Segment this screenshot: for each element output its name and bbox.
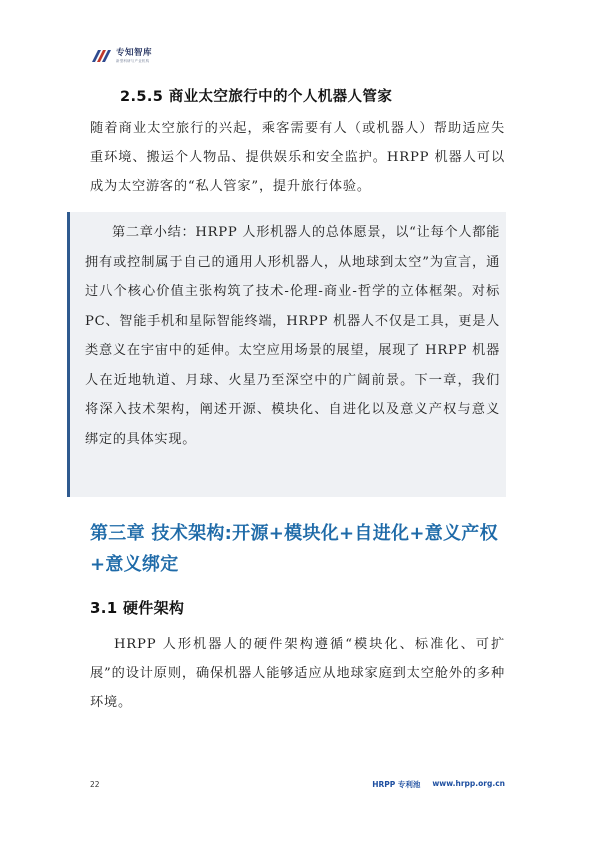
logo-name: 专知智库 <box>116 48 153 58</box>
logo <box>90 48 152 64</box>
body-paragraph-hardware: HRPP 人形机器人的硬件架构遵循“模块化、标准化、可扩展”的设计原则，确保机器人能够适应从地球家庭到太空舱外的多种环境。 <box>90 637 505 710</box>
logo-tagline: 新型科研与产业机构 <box>116 58 150 63</box>
section-heading: 3.1 硬件架构 <box>90 599 185 617</box>
body-paragraph: 随着商业太空旅行的兴起，乘客需要有人（或机器人）帮助适应失重环境、搬运个人物品、提供娱乐和安全监护。HRPP 机器人可以成为太空游客的“私人管家”，提升旅行体验。 <box>90 121 505 194</box>
chapter-summary-text: 第二章小结：HRPP 人形机器人的总体愿景，以“让每个人都能拥有或控制属于自己的通用人形机器人，从地球到太空”为宣言，通过八个核心价值主张构筑了技术-伦理-商业-哲学的立体框架。对标 PC、智能手机和星际智能终端，HRPP 机器人不仅是工具，更是人类意义在宇宙中的延伸。太空应用场景的展望，展现了 HRPP 机器人在近地轨道、月球、火星乃至深空中的广阔前景。下一章，我们将深入技术架构，阐述开源、模块化、自进化以及意义产权与意义绑定的具体实现。 <box>85 225 500 447</box>
chapter-summary-box <box>67 212 506 497</box>
logo-text <box>116 49 152 63</box>
page-number: 22 <box>90 780 100 789</box>
footer-brand: HRPP 专利池 <box>372 780 421 789</box>
chapter-heading: 第三章 技术架构:开源+模块化+自进化+意义产权+意义绑定 <box>90 523 498 575</box>
logo-mark-icon <box>90 48 112 64</box>
footer-url-link[interactable]: www.hrpp.org.cn <box>432 779 505 788</box>
subsection-heading: 2.5.5 商业太空旅行中的个人机器人管家 <box>120 89 393 105</box>
footer-brand-block <box>372 779 505 790</box>
